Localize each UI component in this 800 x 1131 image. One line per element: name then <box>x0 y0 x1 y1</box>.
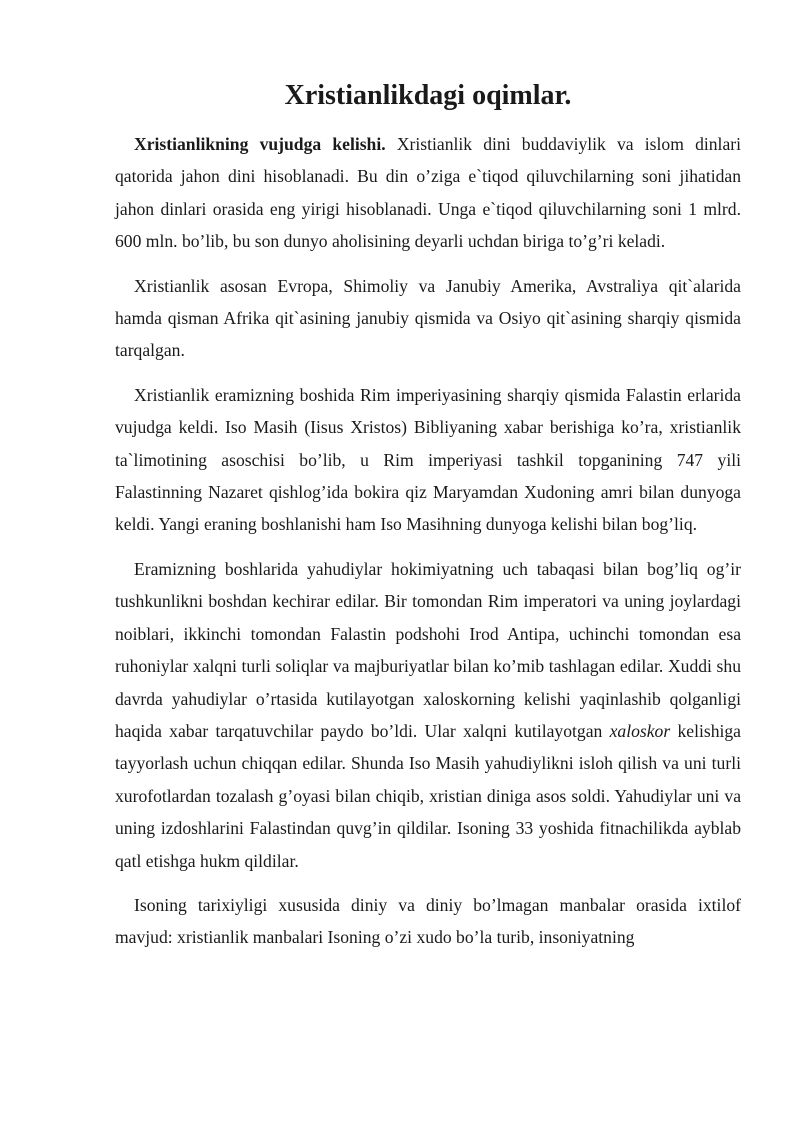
paragraph-origin <box>115 128 741 258</box>
paragraph-spread: Xristianlik asosan Evropa, Shimoliy va Janubiy Amerika, Avstraliya qit`alarida hamda qisman Afrika qit`asining janubiy qismida va Osiyo qit`asining sharqiy qismida tarqalgan. <box>115 275 741 361</box>
paragraph-history <box>115 553 741 877</box>
paragraph-founding: Xristianlik eramizning boshida Rim imperiyasining sharqiy qismida Falastin erlarida vujudga keldi. Iso Masih (Iisus Xristos) Bibliyaning xabar berishiga ko’ra, xristianlik ta`limotining asoschisi bo’lib, u Rim imperiyasi tashkil topganining 747 yili Falastinning Nazaret qishlog’ida bokira qiz Maryamdan Xudoning amri bilan dunyoga keldi. Yangi eraning boshlanishi ham Iso Masihning dunyoga kelishi bilan bog’liq. <box>115 384 741 535</box>
paragraph-historicity: Isoning tarixiyligi xususida diniy va diniy bo’lmagan manbalar orasida ixtilof mavjud: xristianlik manbalari Isoning o’zi xudo bo’la turib, insoniyatning <box>115 894 741 948</box>
italic-term: xaloskor <box>609 720 671 741</box>
paragraph-text-after: kelishiga tayyorlash uchun chiqqan edilar. Shunda Iso Masih yahudiylikni isloh qilish va uni turli xurofotlardan tozalash g’oyasi bilan chiqib, xristian diniga asos soldi. Yahudiylar uni va uning izdoshlarini Falastindan quvg’in qildilar. Isoning 33 yoshida fitnachilikda ayblab qatl etishga hukm qildilar. <box>115 720 741 871</box>
document-page <box>115 72 741 966</box>
paragraph-text: Xristianlik dini buddaviylik va islom dinlari qatorida jahon dini hisoblanadi. Bu din o’ziga e`tiqod qiluvchilarning soni jihatidan jahon dinlari orasida eng yirigi hisoblanadi. Unga e`tiqod qiluvchilarning soni 1 mlrd. 600 mln. bo’lib, bu son dunyo aholisining deyarli uchdan biriga to’g’ri keladi. <box>115 134 741 252</box>
paragraph-text-before: Eramizning boshlarida yahudiylar hokimiyatning uch tabaqasi bilan bog’liq og’ir tushkunlikni boshdan kechirar edilar. Bir tomondan Rim imperatori va uning joylardagi noiblari, ikkinchi tomondan Falastin podshohi Irod Antipa, uchinchi tomondan esa ruhoniylar xalqni turli soliqlar va majburiyatlar bilan ko’mib tashlagan edilar. Xuddi shu davrda yahudiylar o’rtasida kutilayotgan xaloskorning kelishi yaqinlashib qolganligi haqida xabar tarqatuvchilar paydo bo’ldi. Ular xalqni kutilayotgan <box>115 558 741 741</box>
document-title: Xristianlikdagi oqimlar. <box>284 80 572 111</box>
section-heading: Xristianlikning vujudga kelishi. <box>134 134 386 154</box>
